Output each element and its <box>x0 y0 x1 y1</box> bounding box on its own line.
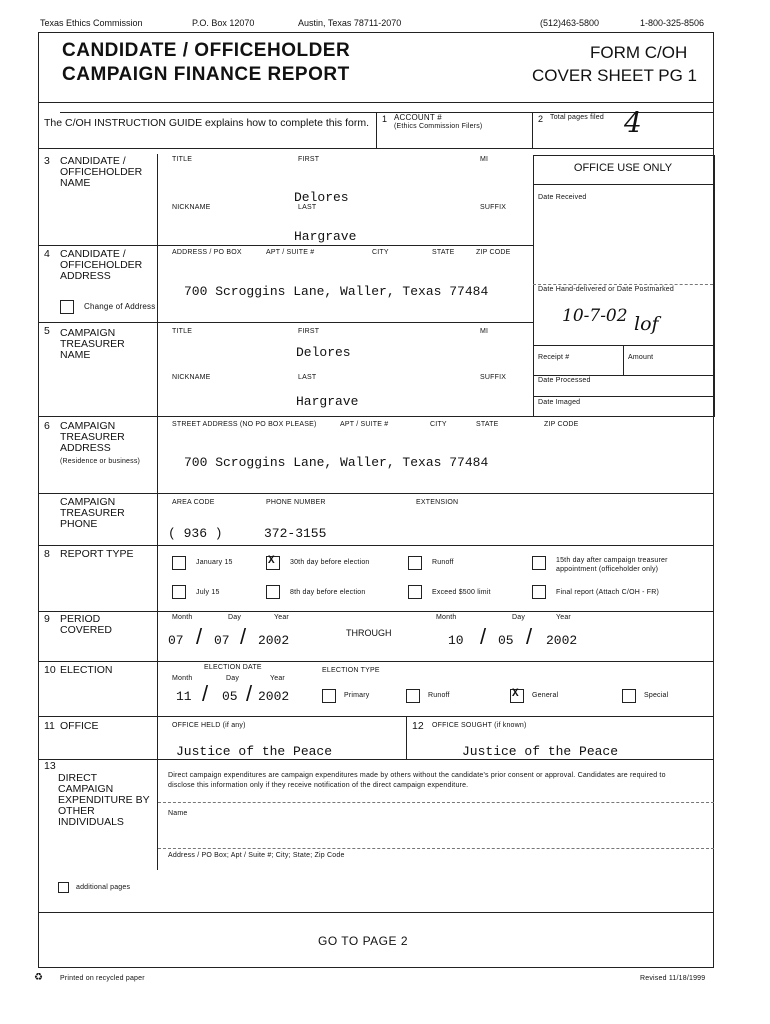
s13-line-1 <box>158 802 714 803</box>
s7-bottom-line <box>38 545 714 546</box>
change-of-address-label: Change of Address <box>84 302 156 311</box>
s5-title-label: TITLE <box>172 328 193 335</box>
s3-first-label: FIRST <box>298 156 320 163</box>
hand-delivered-value: 10-7-02 <box>562 306 628 326</box>
form-code: FORM C/OH <box>590 43 688 62</box>
go-to-page-2: GO TO PAGE 2 <box>318 934 409 948</box>
form-title-line1: CANDIDATE / OFFICEHOLDER <box>62 40 351 61</box>
direct-expenditure-note: Direct campaign expenditures are campaign expenditures made by others without the candidate's prior consent or approval. Candidates are required to disclose this information only if they receive notification of the direct campaign expenditure. <box>168 772 666 789</box>
s11-bottom-line <box>38 759 714 760</box>
report-30day-label: 30th day before election <box>290 559 370 566</box>
form-title-line2: CAMPAIGN FINANCE REPORT <box>62 64 350 85</box>
amount-label: Amount <box>628 354 654 361</box>
s13-name-label: Name <box>168 810 188 817</box>
s10-bottom-line <box>38 716 714 717</box>
section-4-label: CANDIDATE / OFFICEHOLDER ADDRESS <box>60 248 143 282</box>
s6-city-label: CITY <box>430 421 447 428</box>
office-sought-label: OFFICE SOUGHT (if known) <box>432 722 527 729</box>
s13-line-2 <box>158 848 714 849</box>
report-final-label: Final report (Attach C/OH - FR) <box>556 589 660 596</box>
s13-address-label: Address / PO Box; Apt / Suite #; City; State; Zip Code <box>168 852 345 859</box>
s9-from-day-label: Day <box>228 614 242 621</box>
s5-first-label: FIRST <box>298 328 320 335</box>
agency-phone-tollfree: 1-800-325-8506 <box>640 18 705 28</box>
election-runoff-label: Runoff <box>428 692 450 699</box>
agency-name: Texas Ethics Commission <box>40 18 143 28</box>
section-4-num: 4 <box>44 248 50 260</box>
additional-pages-label: additional pages <box>76 884 131 891</box>
footer-line <box>38 967 714 968</box>
treasurer-area-code: ( 936 ) <box>168 526 223 541</box>
section-5-num: 5 <box>44 325 50 337</box>
date-imaged-label: Date Imaged <box>538 399 581 406</box>
treasurer-phone-number: 372-3155 <box>264 526 327 541</box>
s9-bottom-line <box>38 661 714 662</box>
account-number-label-num: 1 <box>382 114 388 124</box>
s7-area-label: AREA CODE <box>172 499 215 506</box>
s9-slash-2: / <box>240 624 247 649</box>
election-year: 2002 <box>258 689 290 704</box>
section-3-num: 3 <box>44 155 50 167</box>
treasurer-last-name: Hargrave <box>296 394 359 409</box>
report-jan15-label: January 15 <box>196 559 233 566</box>
agency-phone: (512)463-5800 <box>540 18 600 28</box>
s9-slash-1: / <box>196 624 203 649</box>
report-jan15-checkbox[interactable] <box>172 556 186 570</box>
section-9-label: PERIOD COVERED <box>60 613 112 636</box>
title-divider <box>38 102 714 103</box>
report-8day-checkbox[interactable] <box>266 585 280 599</box>
recycle-icon: ♻ <box>34 972 44 983</box>
candidate-last-name: Hargrave <box>294 229 357 244</box>
printed-note: Printed on recycled paper <box>60 975 145 982</box>
section-6-label: CAMPAIGN TREASURER ADDRESS <box>60 420 125 454</box>
report-runoff-label: Runoff <box>432 559 454 566</box>
s4-apt-label: APT / SUITE # <box>266 249 315 256</box>
po-box: P.O. Box 12070 <box>192 18 255 28</box>
report-15day-label: 15th day after campaign treasurer appointment (officeholder only) <box>556 557 668 573</box>
period-from-year: 2002 <box>258 633 290 648</box>
s3-nickname-label: NICKNAME <box>172 204 211 211</box>
s3-last-label: LAST <box>298 204 317 211</box>
change-of-address-checkbox[interactable] <box>60 300 74 314</box>
s7-ext-label: EXTENSION <box>416 499 459 506</box>
s5-mi-label: MI <box>480 328 489 335</box>
intro-top-line <box>60 112 714 113</box>
section-11-num: 11 <box>44 720 55 732</box>
receipt-label: Receipt # <box>538 354 570 361</box>
section-13-label: DIRECT CAMPAIGN EXPENDITURE BY OTHER INDIVIDUALS <box>58 772 150 828</box>
report-exceed-label: Exceed $500 limit <box>432 589 491 596</box>
s6-address-label: STREET ADDRESS (NO PO BOX PLEASE) <box>172 421 317 428</box>
s5-suffix-label: SUFFIX <box>480 374 507 381</box>
report-8day-label: 8th day before election <box>290 589 366 596</box>
frame-top <box>38 32 714 33</box>
s3-mi-label: MI <box>480 156 489 163</box>
election-primary-label: Primary <box>344 692 370 699</box>
s10-year-label: Year <box>270 675 285 682</box>
s3-bottom-line <box>38 245 533 246</box>
cover-sheet-label: COVER SHEET PG 1 <box>532 66 698 85</box>
frame-left <box>38 32 39 968</box>
s4-address-label: ADDRESS / PO BOX <box>172 249 242 256</box>
report-runoff-checkbox[interactable] <box>408 556 422 570</box>
section-10-label: ELECTION <box>60 664 113 676</box>
election-runoff-checkbox[interactable] <box>406 689 420 703</box>
account-label: ACCOUNT # <box>394 113 442 122</box>
s3-suffix-label: SUFFIX <box>480 204 507 211</box>
staff-initials: lof <box>634 313 659 335</box>
s9-from-year-label: Year <box>274 614 289 621</box>
section-13-num: 13 <box>44 760 56 772</box>
s5-last-label: LAST <box>298 374 317 381</box>
office-sought-value: Justice of the Peace <box>462 744 619 759</box>
report-jul15-checkbox[interactable] <box>172 585 186 599</box>
s10-day-label: Day <box>226 675 240 682</box>
office-held-value: Justice of the Peace <box>176 744 333 759</box>
section-10-num: 10 <box>44 664 56 676</box>
section-11-label: OFFICE <box>60 720 99 732</box>
pages-label: Total pages filed <box>550 114 604 121</box>
s6-state-label: STATE <box>476 421 499 428</box>
section-3-label: CANDIDATE / OFFICEHOLDER NAME <box>60 155 143 189</box>
report-jul15-label: July 15 <box>196 589 220 596</box>
report-exceed-checkbox[interactable] <box>408 585 422 599</box>
report-30day-mark: X <box>268 555 275 567</box>
period-to-month: 10 <box>448 633 464 648</box>
s6-zip-label: ZIP CODE <box>544 421 579 428</box>
s9-to-day-label: Day <box>512 614 526 621</box>
s5-bottom-line <box>38 416 714 417</box>
election-month: 11 <box>176 689 192 704</box>
s6-bottom-line <box>38 493 714 494</box>
s4-state-label: STATE <box>432 249 455 256</box>
treasurer-address: 700 Scroggins Lane, Waller, Texas 77484 <box>184 455 489 470</box>
section-8-label: REPORT TYPE <box>60 548 134 560</box>
s3-title-label: TITLE <box>172 156 193 163</box>
period-from-month: 07 <box>168 633 184 648</box>
candidate-address: 700 Scroggins Lane, Waller, Texas 77484 <box>184 284 489 299</box>
office-use-title: OFFICE USE ONLY <box>573 162 673 174</box>
period-to-day: 05 <box>498 633 514 648</box>
s9-from-month-label: Month <box>172 614 193 621</box>
election-general-label: General <box>532 692 559 699</box>
section-8-num: 8 <box>44 548 50 560</box>
election-special-checkbox[interactable] <box>622 689 636 703</box>
s5-nickname-label: NICKNAME <box>172 374 211 381</box>
s7-phone-label: PHONE NUMBER <box>266 499 326 506</box>
label-column-divider <box>157 154 158 870</box>
s9-slash-4: / <box>526 624 533 649</box>
through-label: THROUGH <box>346 628 392 638</box>
period-to-year: 2002 <box>546 633 578 648</box>
s13-bottom-line <box>38 912 714 913</box>
date-received-label: Date Received <box>538 194 587 201</box>
additional-pages-checkbox[interactable] <box>58 882 69 893</box>
pages-label-num: 2 <box>538 114 544 124</box>
s4-city-label: CITY <box>372 249 389 256</box>
section-6-num: 6 <box>44 420 50 432</box>
instruction-note: The C/OH INSTRUCTION GUIDE explains how to complete this form. <box>44 117 370 129</box>
s8-bottom-line <box>38 611 714 612</box>
treasurer-first-name: Delores <box>296 345 351 360</box>
office-held-label: OFFICE HELD (if any) <box>172 722 246 729</box>
s4-bottom-line <box>38 322 533 323</box>
s9-slash-3: / <box>480 624 487 649</box>
period-from-day: 07 <box>214 633 230 648</box>
s10-month-label: Month <box>172 675 193 682</box>
s11-sep <box>406 717 407 759</box>
agency-city: Austin, Texas 78711-2070 <box>298 18 402 28</box>
s4-zip-label: ZIP CODE <box>476 249 511 256</box>
section-6-sub: (Residence or business) <box>60 458 141 465</box>
s10-slash-2: / <box>246 681 253 706</box>
candidate-first-name: Delores <box>294 190 349 205</box>
section-9-num: 9 <box>44 613 50 625</box>
section-5-label: CAMPAIGN TREASURER NAME <box>60 327 125 361</box>
election-primary-checkbox[interactable] <box>322 689 336 703</box>
election-day: 05 <box>222 689 238 704</box>
report-15day-checkbox[interactable] <box>532 556 546 570</box>
election-general-mark: X <box>512 688 519 700</box>
account-sub-label: (Ethics Commission Filers) <box>394 123 483 130</box>
section-12-num: 12 <box>412 720 424 732</box>
revised-note: Revised 11/18/1999 <box>640 975 706 982</box>
office-use-line-1 <box>533 184 714 185</box>
s9-to-month-label: Month <box>436 614 457 621</box>
hand-delivered-label: Date Hand-delivered or Date Postmarked <box>538 286 674 293</box>
s6-apt-label: APT / SUITE # <box>340 421 389 428</box>
s9-to-year-label: Year <box>556 614 571 621</box>
office-use-sep <box>623 345 624 375</box>
intro-bottom-line <box>38 148 714 149</box>
office-use-line-2 <box>533 284 713 285</box>
election-date-label: ELECTION DATE <box>204 664 262 671</box>
election-type-label: ELECTION TYPE <box>322 667 380 674</box>
office-use-line-4 <box>533 375 714 376</box>
section-7-label: CAMPAIGN TREASURER PHONE <box>60 496 125 530</box>
report-final-checkbox[interactable] <box>532 585 546 599</box>
pages-value: 4 <box>624 106 642 139</box>
intro-sep-2 <box>532 112 533 148</box>
date-processed-label: Date Processed <box>538 377 591 384</box>
election-special-label: Special <box>644 692 669 699</box>
office-use-line-5 <box>533 396 714 397</box>
intro-sep-1 <box>376 112 377 148</box>
s10-slash-1: / <box>202 681 209 706</box>
